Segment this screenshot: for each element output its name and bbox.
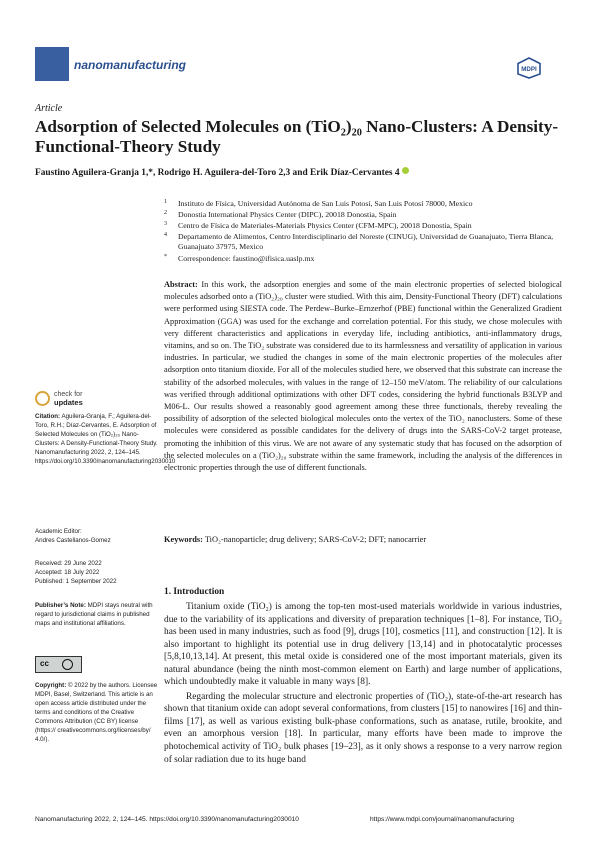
journal-name: nanomanufacturing (74, 58, 187, 72)
orcid-icon[interactable] (402, 167, 409, 174)
mdpi-logo-text: MDPI (521, 66, 537, 73)
body-text (164, 601, 562, 766)
accepted-date: Accepted: 18 July 2022 (35, 569, 100, 576)
footer-citation: Nanomanufacturing 2022, 2, 124–145. https://doi.org/10.3390/nanomanufacturing2030010 (35, 816, 299, 823)
publisher-note-label: Publisher’s Note: (35, 602, 86, 609)
dates (35, 559, 160, 586)
keywords-label: Keywords: (164, 535, 203, 544)
author-list (35, 167, 409, 178)
copyright-text: © 2022 by the authors. Licensee MDPI, Basel, Switzerland. This article is an open access article distributed under the terms and conditions of the Creative Commons Attribution (CC BY) license (https:// creativecommons.org/licenses/by/ 4.0/). (35, 682, 158, 743)
affiliation-text: Instituto de Física, Universidad Autónoma de San Luis Potosí, San Luis Potosí 78000, Mexico (178, 199, 473, 208)
affiliation-text: Donostia International Physics Center (DIPC), 20018 Donostia, Spain (178, 210, 397, 219)
check-updates-label-2: updates (54, 398, 83, 407)
abstract-text: In this work, the adsorption energies and some of the main electronic properties of selected biological molecules adsorbed onto a (TiO₂)₂₀ cluster were studied. With this aim, Density-Functional Theory (DFT) calculations were performed using SIESTA code. The Perdew–Burke–Ernzerhof (PBE) functional within the Generalized Gradient Approximation (GGA) was used for the exchange and correlation potential. For this study, we chose molecules with very different characteristics and applications in everyday life, including antibiotics, anti-inflammatory drugs, vitamins, and so on. The TiO₂ substrate was considered due to its harmlessness and versatility of application in various industries. In particular, we studied the changes in some of the main electronic properties of the molecules after adsorption onto titanium dioxide. For all of the molecules studied here, we observed that this substrate can increase the stability of the adsorbed molecules, with values in the range of 12–150 meV/atom. The reliability of our calculations was verified through additional optimizations with other DFT codes, considering the hybrid functionals B3LYP and M06-L. Our results showed a reasonably good agreement among these three functionals, thereby revealing the possibility of adsorption of the selected biological molecules onto the vertex of the TiO₂ nanoclusters. Some of these molecules were considered as possible candidates for the delivery of drugs into the SARS-CoV-2 target protease, promoting the inhibition of this virus. We are not aware of any systematic study that has focused on the adsorption of the selected molecules on a (TiO₂)₂₀ substrate within the same framework, including the analysis of the differences in electronic properties through the use of different functionals. (164, 280, 562, 473)
received-date: Received: 29 June 2022 (35, 560, 102, 567)
copyright-label: Copyright: (35, 682, 67, 689)
cc-icon: cc (40, 659, 49, 668)
mdpi-logo (517, 57, 541, 79)
by-icon (62, 659, 73, 670)
check-updates-label-1: check for (54, 391, 83, 398)
abstract-label: Abstract: (164, 280, 198, 289)
keywords-text: TiO₂-nanoparticle; drug delivery; SARS-CoV-2; DFT; nanocarrier (204, 535, 427, 544)
article-title: Adsorption of Selected Molecules on (TiO₂)₂₀ Nano-Clusters: A Density-Functional-Theory Study (35, 117, 559, 156)
academic-editor (35, 527, 160, 545)
copyright (35, 681, 160, 744)
affiliation-text: Departamento de Alimentos, Centro Interdisciplinario del Noreste (CINUG), Universidad de Guanajuato, Tierra Blanca, Guanajuato 37975, Mexico (178, 232, 554, 252)
publisher-note-text: MDPI stays neutral with regard to jurisdictional claims in published maps and institutional affiliations. (35, 602, 153, 627)
affiliation-number: 4 (164, 232, 167, 238)
citation-text: Aguilera-Granja, F.; Aguilera-del-Toro, R.H.; Díaz-Cervantes, E. Adsorption of Selected Molecules on (TiO₂)₂₀ Nano-Clusters: A Density-Functional-Theory Study. Nanomanufacturing 2022, 2, 124–145. https://doi.org/10.3390/nanomanufacturing2030010 (35, 413, 176, 465)
affiliation-number: 1 (164, 199, 167, 205)
paragraph: Titanium oxide (TiO₂) is among the top-ten most-used materials worldwide in various industries, due to the variability of its applications and diversity of preparation techniques [1–8]. For instance, TiO₂ has been used in many industries, such as food [9], drugs [10], cosmetics [11], and construction [12]. It is also important to highlight its potential use in drug delivery [13,14] and in photocatalytic processes [5,8,10,13,14]. At present, this metal oxide is considered one of the most important materials, given its natural abundance (being the ninth most-common element on Earth) and large number of applications, which undoubtedly make it valuable in many ways [8]. (164, 602, 562, 688)
cc-by-license-badge[interactable] (35, 656, 82, 673)
abstract (164, 279, 562, 474)
editor-label: Academic Editor: (35, 528, 82, 535)
journal-logo (35, 47, 69, 81)
author-names: Faustino Aguilera-Granja 1,*, Rodrigo H. Aguilera-del-Toro 2,3 and Erik Díaz-Cervantes 4 (35, 168, 400, 178)
article-type: Article (35, 103, 63, 114)
affiliation-text: Centro de Física de Materiales-Materials Physics Center (CFM-MPC), 20018 Donostia, Spain (178, 221, 472, 230)
footer-journal-url[interactable]: https://www.mdpi.com/journal/nanomanufacturing (370, 816, 515, 823)
section-heading: 1. Introduction (164, 587, 225, 597)
paragraph: Regarding the molecular structure and electronic properties of (TiO₂), state-of-the-art research has shown that titanium oxide can adopt several conformations, from clusters [15] to nanowires [16] and thin-films [17], as well as various existing bulk-phase conformations, such as anatase, rutile, brookite, and even an amorphous version [18]. In particular, many efforts have been made to improve the photochemical activity of TiO₂ bulk phases [19–23], as it only shows a response to a very narrow region of solar radiation due to its huge band (164, 691, 562, 765)
check-updates-icon (35, 391, 50, 406)
published-date: Published: 1 September 2022 (35, 578, 117, 585)
publisher-note (35, 601, 160, 628)
correspondence-text: Correspondence: faustino@ifisica.uaslp.mx (178, 254, 315, 263)
affiliation-number: 3 (164, 221, 167, 227)
editor-name: Andres Castellanos-Gomez (35, 537, 111, 544)
affiliation-number: 2 (164, 210, 167, 216)
affiliation-number: * (164, 254, 167, 260)
citation-block (35, 412, 176, 466)
citation-label: Citation: (35, 413, 61, 420)
keywords (164, 535, 562, 544)
